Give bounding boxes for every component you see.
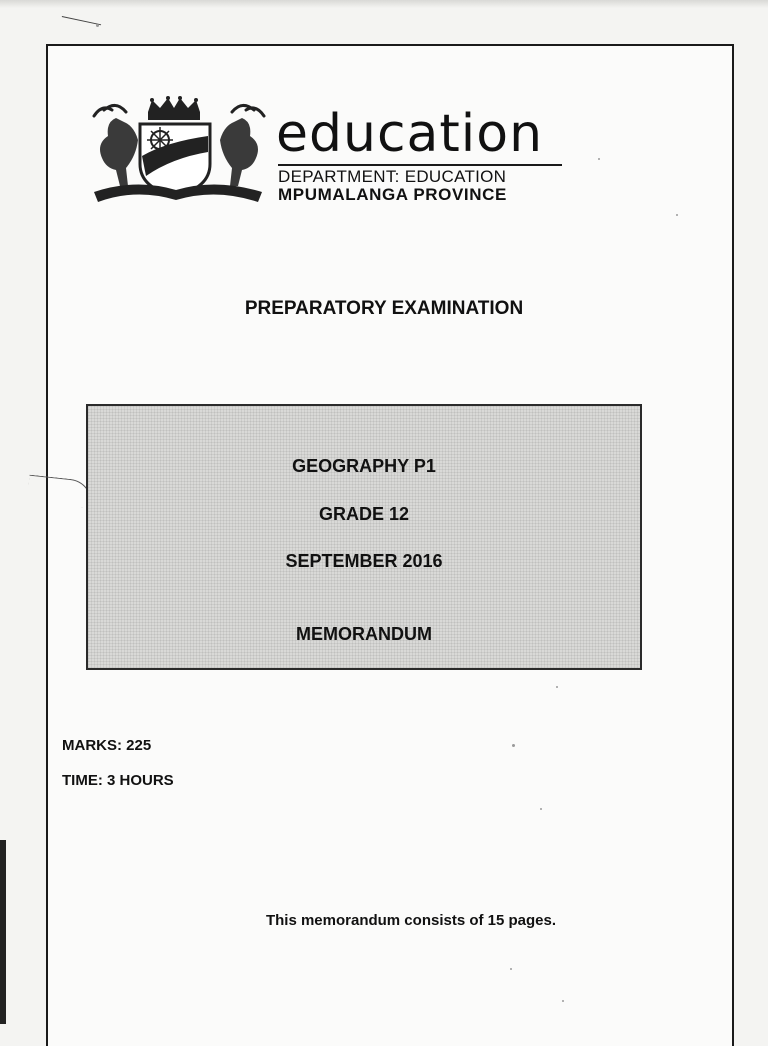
grade-label: GRADE 12 bbox=[318, 504, 410, 524]
scan-speck bbox=[676, 214, 678, 216]
marks-label: MARKS: 225 bbox=[62, 737, 152, 754]
page-count-note: This memorandum consists of 15 pages. bbox=[265, 912, 557, 929]
scan-speck bbox=[598, 158, 600, 160]
subject-name: GEOGRAPHY P1 bbox=[292, 456, 436, 476]
scan-speck bbox=[96, 24, 99, 27]
scan-speck bbox=[562, 1000, 564, 1002]
coat-of-arms-logo bbox=[76, 96, 282, 204]
time-label: TIME: 3 HOURS bbox=[62, 772, 174, 789]
exam-date: SEPTEMBER 2016 bbox=[285, 551, 443, 571]
province-name: MPUMALANGA PROVINCE bbox=[278, 185, 507, 204]
pen-mark bbox=[59, 16, 101, 39]
scan-speck bbox=[510, 968, 512, 970]
brand-divider bbox=[278, 164, 562, 166]
brand-wordmark: education bbox=[276, 104, 544, 164]
scan-speck bbox=[540, 808, 542, 810]
scan-speck bbox=[556, 686, 558, 688]
subject-panel bbox=[86, 404, 642, 670]
exam-title: PREPARATORY EXAMINATION bbox=[244, 298, 524, 319]
document-type: MEMORANDUM bbox=[296, 624, 432, 644]
scan-speck bbox=[512, 744, 515, 747]
scan-edge-left bbox=[0, 840, 6, 1024]
scan-edge-top bbox=[0, 0, 768, 8]
brand-block bbox=[276, 104, 566, 204]
department-name: DEPARTMENT: EDUCATION bbox=[278, 167, 507, 186]
